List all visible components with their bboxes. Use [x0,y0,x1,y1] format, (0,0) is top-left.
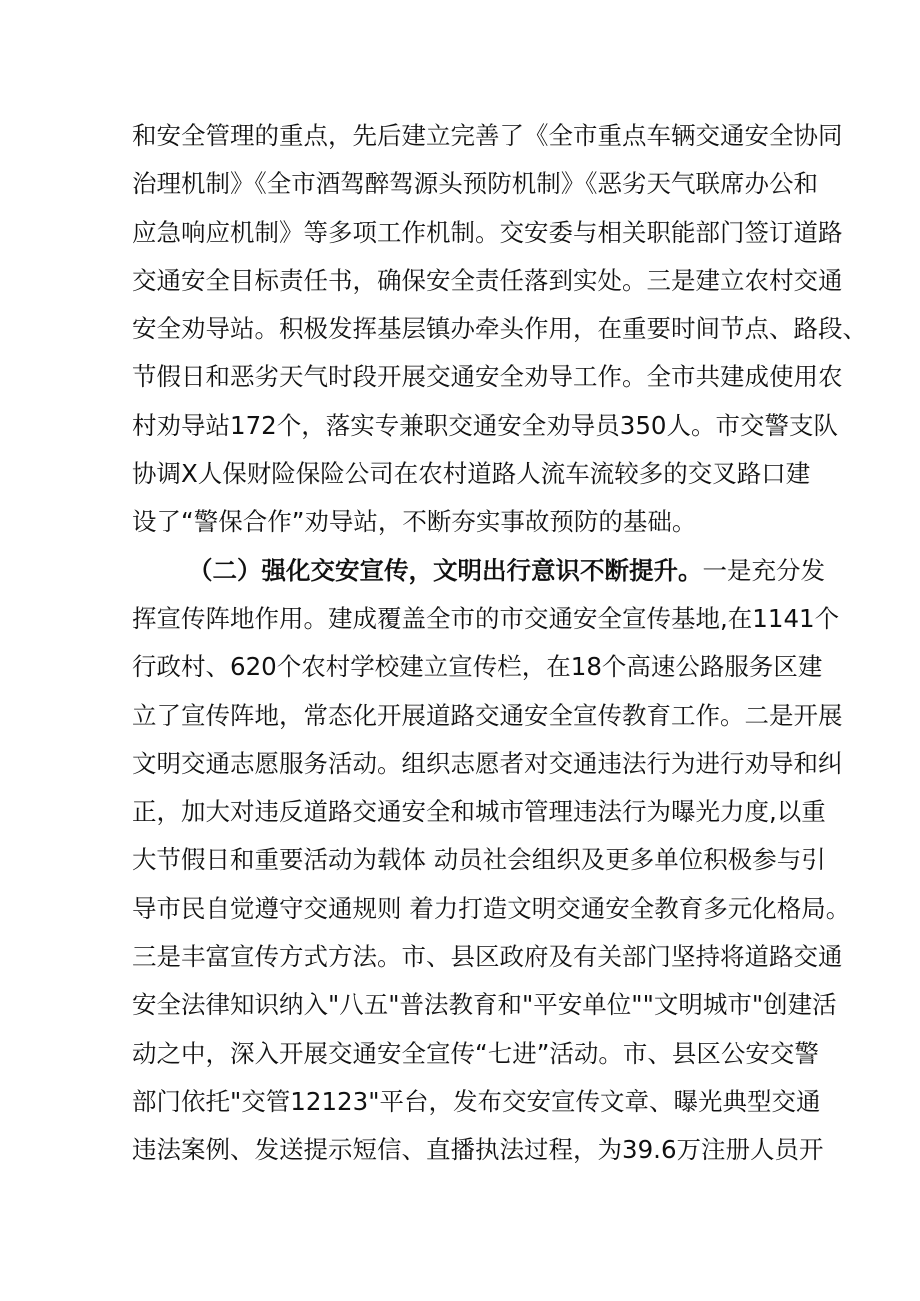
paragraph-line: 协调X人保财险保险公司在农村道路人流车流较多的交叉路口建 [132,459,811,489]
paragraph-line: 设了“警保合作”劝导站，不断夯实事故预防的基础。 [132,507,697,537]
paragraph-line: 大节假日和重要活动为载体 动员社会组织及更多单位积极参与引 [132,845,826,875]
section-heading: （二）强化交安宣传，文明出行意识不断提升。 [188,555,703,585]
paragraph-line: 安全法律知识纳入"八五"普法教育和"平安单位""文明城市"创建活 [132,990,837,1020]
body-text [132,112,867,1175]
paragraph-line: 立了宣传阵地，常态化开展道路交通安全宣传教育工作。二是开展 [132,700,843,730]
section-first-line [132,547,825,595]
paragraph-line: 挥宣传阵地作用。建成覆盖全市的市交通安全宣传基地,在1141个 [132,603,840,633]
paragraph-line: 行政村、620个农村学校建立宣传栏，在18个高速公路服务区建 [132,652,823,682]
paragraph-line: 文明交通志愿服务活动。组织志愿者对交通违法行为进行劝导和纠 [132,748,843,778]
paragraph-line: 安全劝导站。积极发挥基层镇办牵头作用，在重要时间节点、路段、 [132,314,867,344]
paragraph-line: 导市民自觉遵守交通规则 着力打造文明交通安全教育多元化格局。 [132,893,851,923]
paragraph-line: 部门依托"交管12123"平台，发布交安宣传文章、曝光典型交通 [132,1086,821,1116]
paragraph-line: 交通安全目标责任书，确保安全责任落到实处。三是建立农村交通 [132,265,843,295]
paragraph-line: 和安全管理的重点，先后建立完善了《全市重点车辆交通安全协同 [132,121,843,150]
paragraph-line: 正，加大对违反道路交通安全和城市管理违法行为曝光力度,以重 [132,797,826,827]
paragraph-line: 违法案例、发送提示短信、直播执法过程，为39.6万注册人员开 [132,1135,824,1165]
paragraph-line: 治理机制》《全市酒驾醉驾源头预防机制》《恶劣天气联席办公和 [132,169,818,199]
paragraph-line: 动之中，深入开展交通安全宣传“七进”活动。市、县区公安交警 [132,1038,819,1068]
paragraph-line: 村劝导站172个，落实专兼职交通安全劝导员350人。市交警支队 [132,410,839,440]
section-first-line-text: 一是充分发 [702,555,825,585]
paragraph-line: 应急响应机制》等多项工作机制。交安委与相关职能部门签订道路 [132,217,843,247]
paragraph-line: 三是丰富宣传方式方法。市、县区政府及有关部门坚持将道路交通 [132,942,843,972]
paragraph-line: 节假日和恶劣天气时段开展交通安全劝导工作。全市共建成使用农 [132,362,843,392]
